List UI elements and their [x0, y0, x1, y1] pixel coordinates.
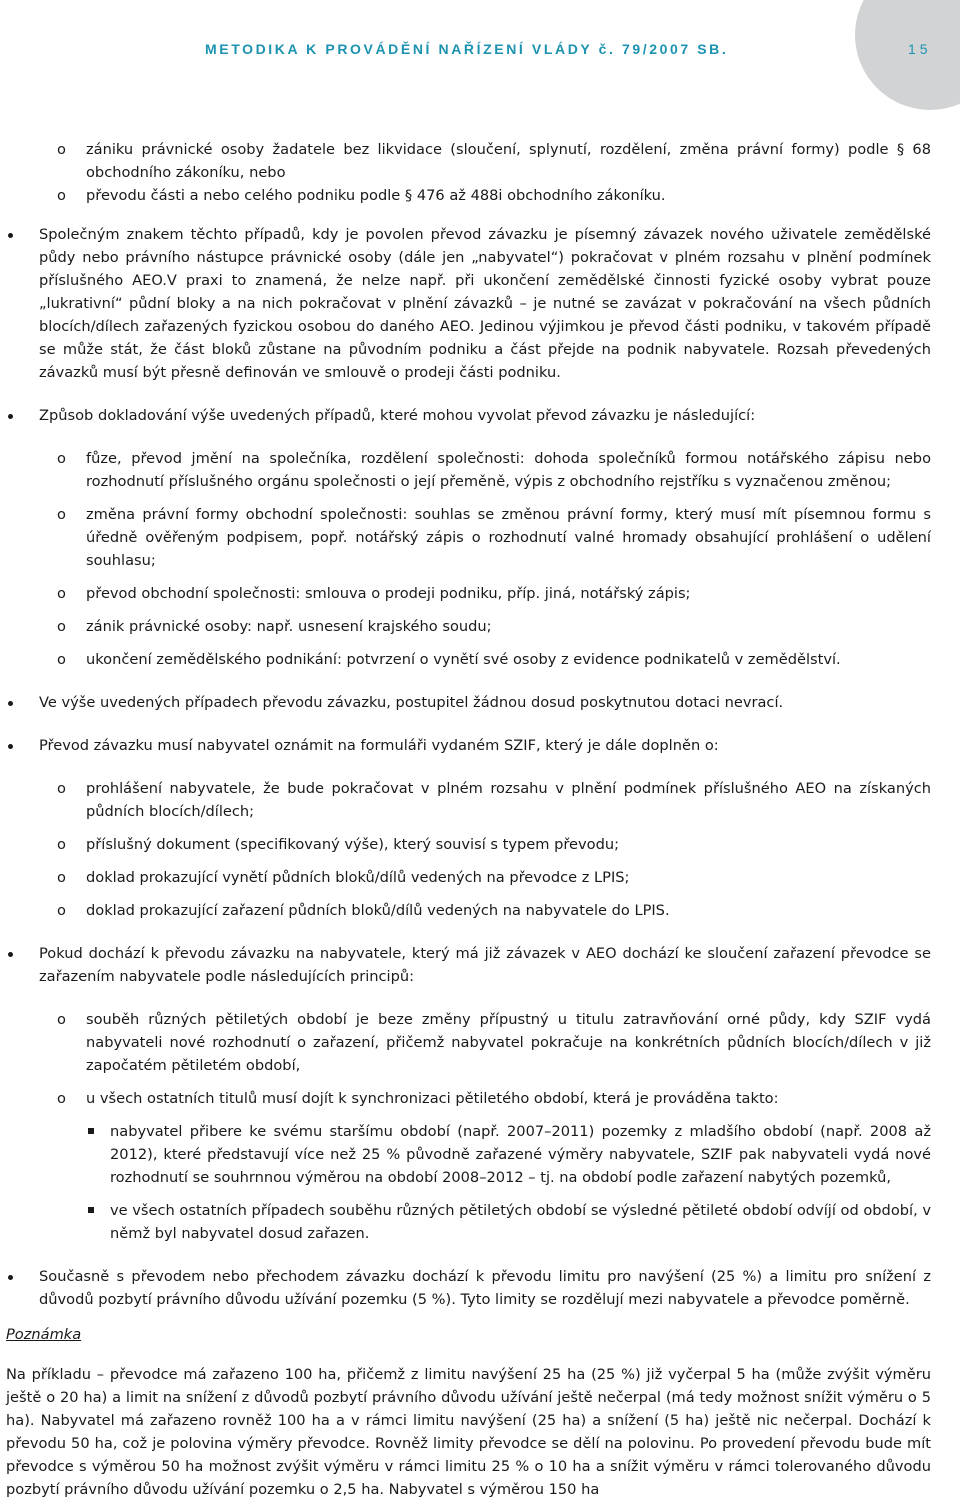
list-item	[6, 899, 931, 922]
bullet-text: Ve výše uvedených případech převodu závazku, postupitel žádnou dosud poskytnutou dotaci nevrací.	[39, 694, 784, 711]
list-item	[6, 866, 931, 889]
bullet-text: Pokud dochází k převodu závazku na nabyvatele, který má již závazek v AEO dochází ke sloučení zařazení převodce se zařazením nabyvatele podle následujících principů:	[39, 945, 931, 985]
list-marker: o	[57, 187, 66, 204]
list-marker: o	[57, 1011, 66, 1028]
sublist-item-text: nabyvatel přibere ke svému staršímu období (např. 2007–2011) pozemky z mladšího období (např. 2008 až 2012), které představují více než 25 % původně zařazené výměry nabyvatele, SZIF pak nabyvateli vydá nové rozhodnutí se souhrnnou výměrou na období 2008–2012 – tj. na období podle zařazení nabytých pozemků,	[110, 1123, 931, 1186]
bullet-paragraph	[6, 942, 931, 988]
bullet-paragraph	[6, 223, 931, 384]
list-item-text: fůze, převod jmění na společníka, rozdělení společnosti: dohoda společníků formou notářského zápisu nebo rozhodnutí příslušného orgánu společnosti o její přeměně, výpis z obchodního rejstříku s vyznačenou změnou;	[86, 450, 931, 490]
list-item-text: doklad prokazující zařazení půdních bloků/dílů vedených na nabyvatele do LPIS.	[86, 902, 670, 919]
bullet-paragraph	[6, 404, 931, 427]
list-item-text: převodu části a nebo celého podniku podle § 476 až 488i obchodního zákoníku.	[86, 187, 666, 204]
list-item-text: souběh různých pětiletých období je beze změny přípustný u titulu zatravňování orné půdy, kdy SZIF vydá nabyvateli nové rozhodnutí o zařazení, přičemž nabyvatel pokračuje na konkrétních půdních blocích/dílech v již započatém pětiletém období,	[86, 1011, 931, 1074]
list-item-text: příslušný dokument (specifikovaný výše), který souvisí s typem převodu;	[86, 836, 620, 853]
note-heading: Poznámka	[6, 1326, 82, 1343]
bullet-text: Způsob dokladování výše uvedených případů, které mohou vyvolat převod závazku je následující:	[39, 407, 756, 424]
bullet-text: Současně s převodem nebo přechodem závazku dochází k převodu limitu pro navýšení (25 %) a limitu pro snížení z důvodů pozbytí právního důvodu užívání pozemku (5 %). Tyto limity se rozdělují mezi nabyvatele a převodce poměrně.	[39, 1268, 931, 1308]
list-item	[6, 615, 931, 638]
list-item	[6, 1087, 931, 1110]
list-item	[6, 184, 931, 207]
list-marker: o	[57, 141, 66, 158]
page-body	[6, 138, 931, 1501]
bullet-paragraph	[6, 691, 931, 714]
list-marker: o	[57, 506, 66, 523]
list-item	[6, 138, 931, 184]
list-marker: o	[57, 651, 66, 668]
list-marker: o	[57, 450, 66, 467]
running-header: METODIKA K PROVÁDĚNÍ NAŘÍZENÍ VLÁDY č. 79/2007 SB.	[205, 41, 729, 57]
list-item-text: ukončení zemědělského podnikání: potvrzení o vynětí své osoby z evidence podnikatelů v zemědělství.	[86, 651, 841, 668]
list-marker: o	[57, 836, 66, 853]
list-item-text: u všech ostatních titulů musí dojít k synchronizaci pětiletého období, která je prováděna takto:	[86, 1090, 779, 1107]
list-marker: o	[57, 585, 66, 602]
sublist-item	[6, 1120, 931, 1189]
sublist-item	[6, 1199, 931, 1245]
list-marker: o	[57, 780, 66, 797]
sublist-item-text: ve všech ostatních případech souběhu různých pětiletých období se výsledné pětileté období odvíjí od období, v němž byl nabyvatel dosud zařazen.	[110, 1202, 931, 1242]
list-item	[6, 833, 931, 856]
bullet-paragraph	[6, 1265, 931, 1311]
list-item-text: převod obchodní společnosti: smlouva o prodeji podniku, příp. jiná, notářský zápis;	[86, 585, 691, 602]
list-item-text: prohlášení nabyvatele, že bude pokračovat v plném rozsahu v plnění podmínek příslušného AEO na získaných půdních blocích/dílech;	[86, 780, 931, 820]
list-marker: o	[57, 869, 66, 886]
page-number: 15	[908, 41, 932, 57]
list-item	[6, 582, 931, 605]
list-marker: o	[57, 618, 66, 635]
note-paragraph: Na příkladu – převodce má zařazeno 100 ha, přičemž z limitu navýšení 25 ha (25 %) již vyčerpal 5 ha (může zvýšit výměru ještě o 20 ha) a limit na snížení z důvodů pozbytí právního důvodu užívání ještě nečerpal (má tedy možnost snížit výměru o 5 ha). Nabyvatel má zařazeno rovněž 100 ha a v rámci limitu navýšení (25 ha) a snížení (5 ha) ještě nic nečerpal. Dochází k převodu 50 ha, což je polovina výměry převodce. Rovněž limity převodce se dělí na polovinu. Po provedení převodu bude mít převodce s výměrou 50 ha možnost zvýšit výměru v rámci limitu 25 % o 10 ha a snížit výměru v rámci tolerovaného důvodu pozbytí právního důvodu užívání pozemku o 2,5 ha. Nabyvatel s výměrou 150 ha	[6, 1366, 931, 1498]
list-item	[6, 503, 931, 572]
list-marker: o	[57, 902, 66, 919]
list-item-text: zánik právnické osoby: např. usnesení krajského soudu;	[86, 618, 492, 635]
list-item	[6, 777, 931, 823]
list-item	[6, 447, 931, 493]
list-item-text: změna právní formy obchodní společnosti: souhlas se změnou právní formy, který musí mít písemnou formu s úředně ověřeným podpisem, popř. notářský zápis o rozhodnutí valné hromady obsahující prohlášení o udělení souhlasu;	[86, 506, 931, 569]
bullet-text: Převod závazku musí nabyvatel oznámit na formuláři vydaném SZIF, který je dále doplněn o:	[39, 737, 719, 754]
list-item-text: doklad prokazující vynětí půdních bloků/dílů vedených na převodce z LPIS;	[86, 869, 630, 886]
bullet-paragraph	[6, 734, 931, 757]
list-item	[6, 1008, 931, 1077]
list-item	[6, 648, 931, 671]
list-item-text: zániku právnické osoby žadatele bez likvidace (sloučení, splynutí, rozdělení, změna právní formy) podle § 68 obchodního zákoníku, nebo	[86, 141, 931, 181]
list-marker: o	[57, 1090, 66, 1107]
bullet-text: Společným znakem těchto případů, kdy je povolen převod závazku je písemný závazek nového uživatele zemědělské půdy nebo právního nástupce právnické osoby (dále jen „nabyvatel“) pokračovat v plném rozsahu v plnění podmínek příslušného AEO.V praxi to znamená, že nelze např. při ukončení zemědělské činnosti fyzické osoby vybrat pouze „lukrativní“ půdní bloky a na nich pokračovat v plnění závazků – je nutné se zavázat v pokračování na všech půdních blocích/dílech zařazených fyzickou osobou do daného AEO. Jedinou výjimkou je převod části podniku, v takovém případě se může stát, že část bloků zůstane na původním podniku a část přejde na podnik nabyvatele. Rozsah převedených závazků musí být přesně definován ve smlouvě o prodeji části podniku.	[39, 226, 931, 381]
